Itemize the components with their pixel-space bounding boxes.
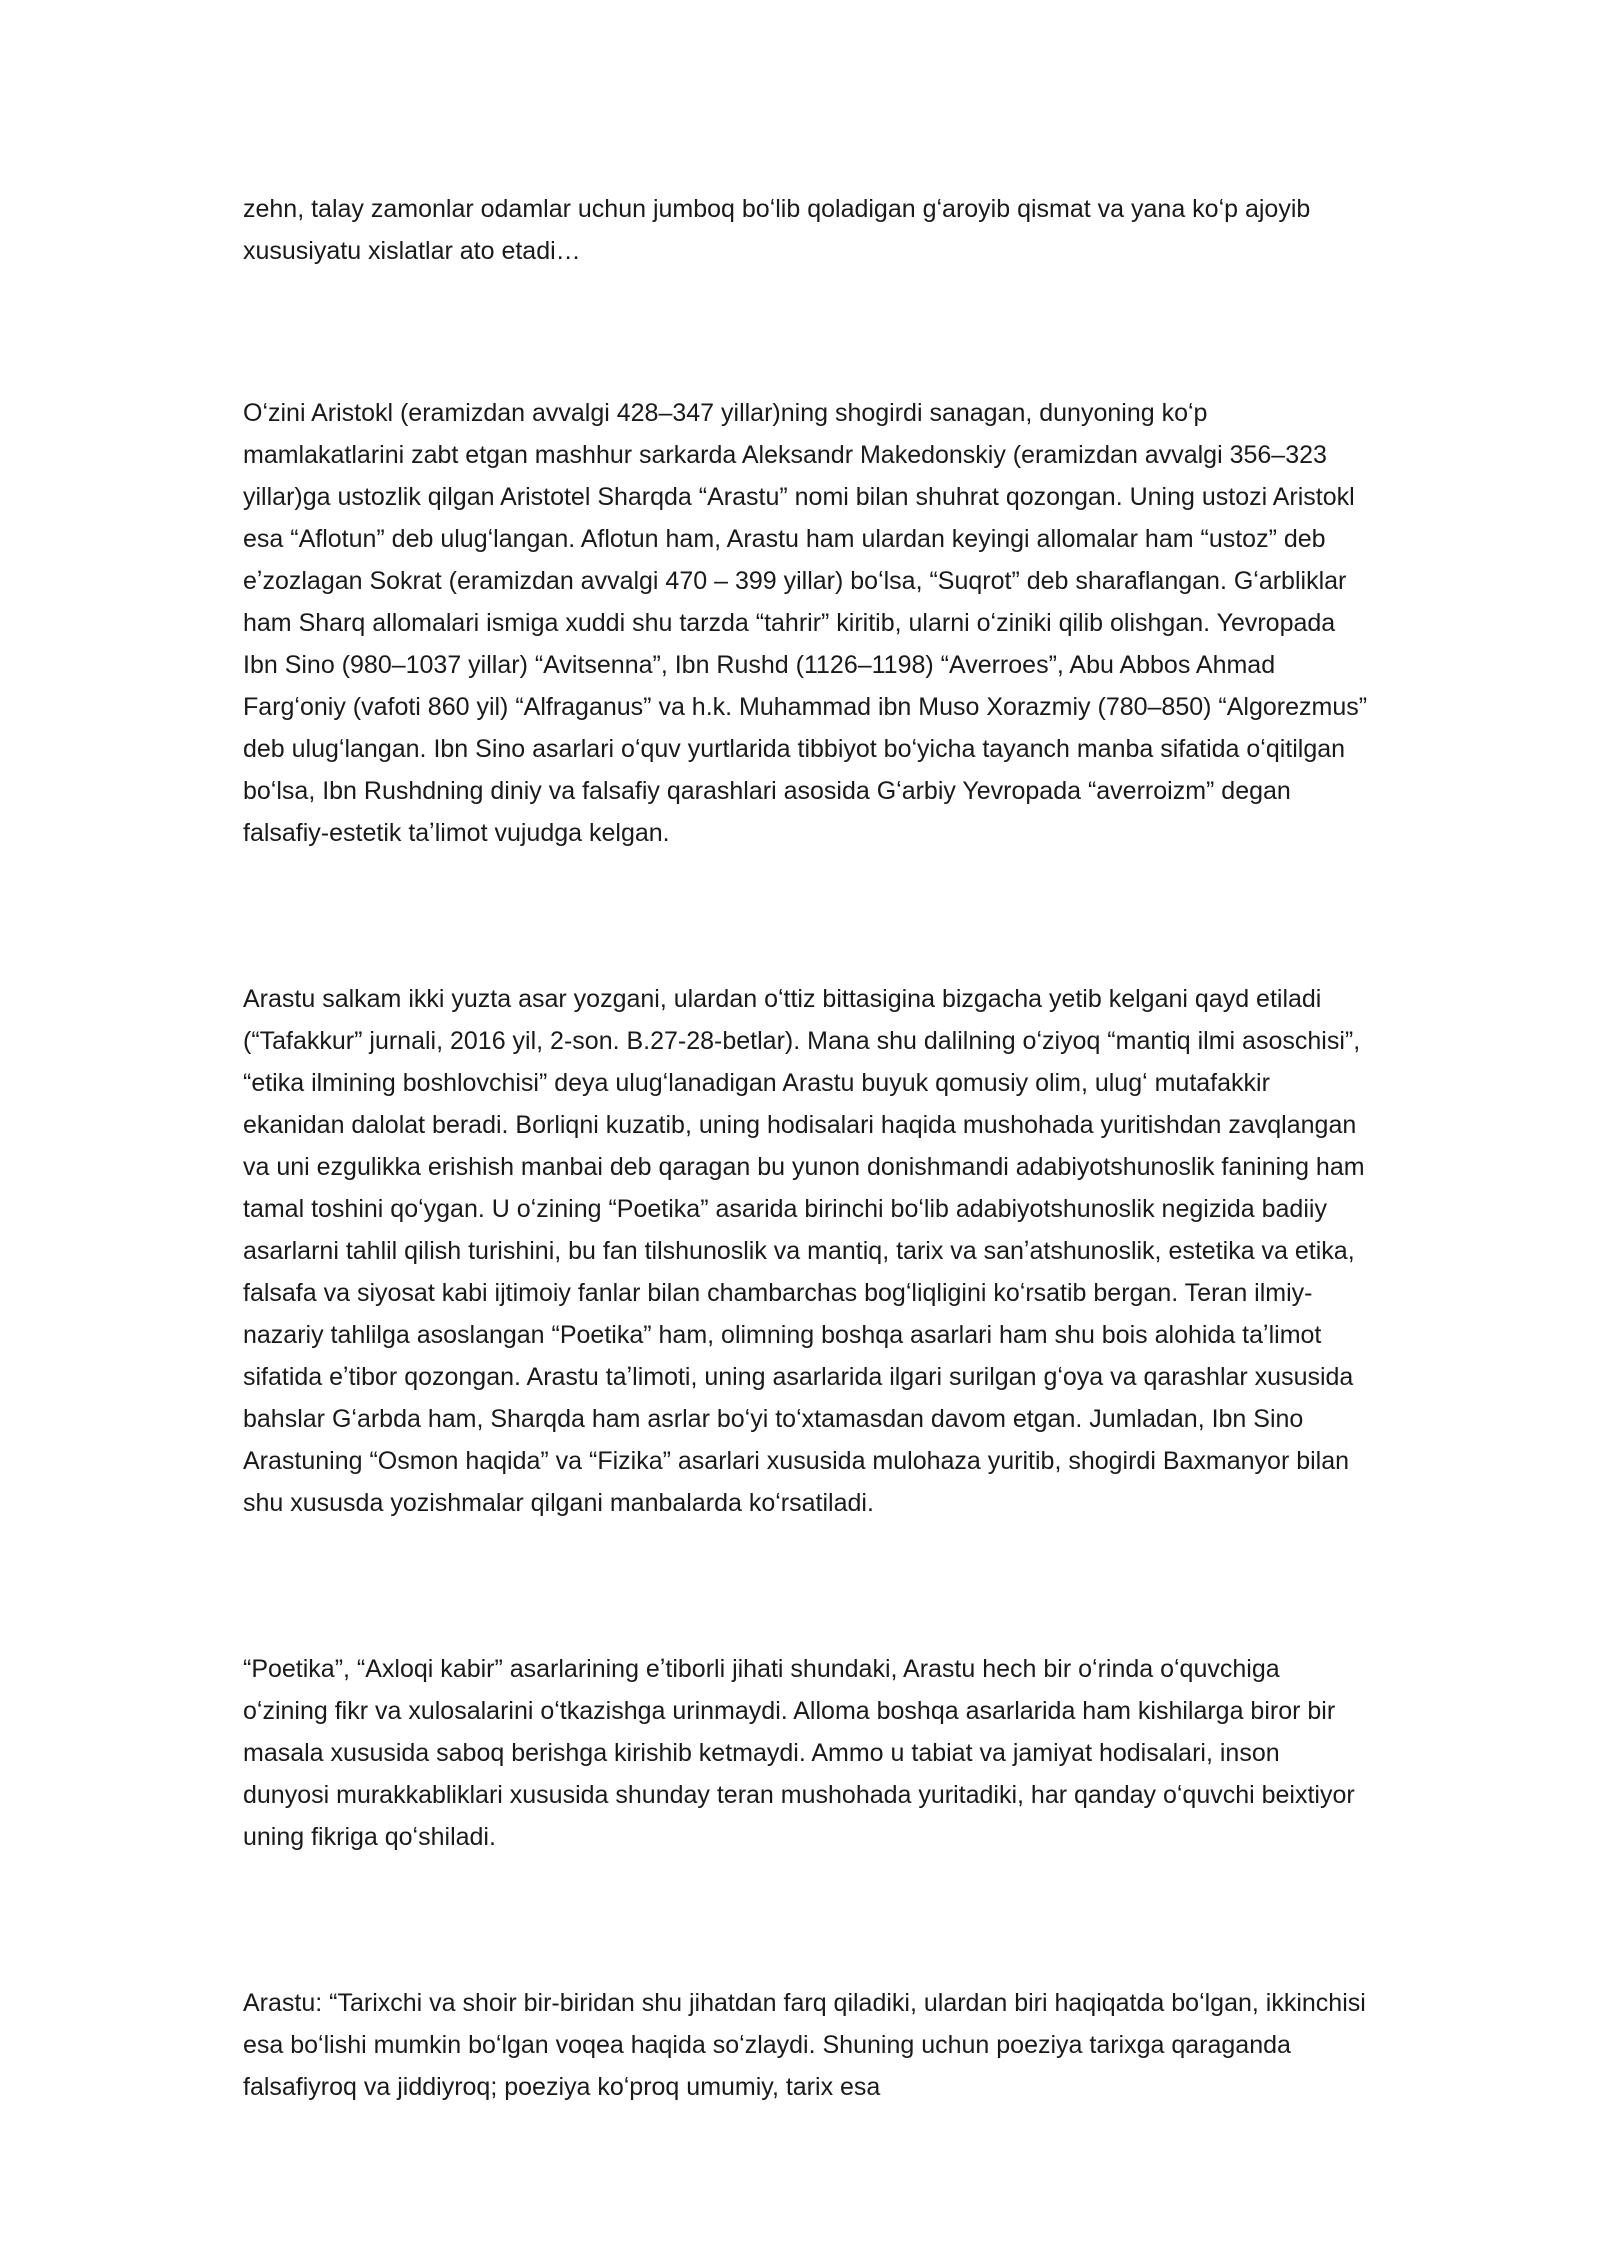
document-body <box>243 188 1368 2108</box>
paragraph-2: Oʻzini Aristokl (eramizdan avvalgi 428–347 yillar)ning shogirdi sanagan, dunyoning koʻp mamlakatlarini zabt etgan mashhur sarkarda Aleksandr Makedonskiy (eramizdan avvalgi 356–323 yillar)ga ustozlik qilgan Aristotel Sharqda “Arastu” nomi bilan shuhrat qozongan. Uning ustozi Aristokl esa “Aflotun” deb ulugʻlangan. Aflotun ham, Arastu ham ulardan keyingi allomalar ham “ustoz” deb eʼzozlagan Sokrat (eramizdan avvalgi 470 – 399 yillar) boʻlsa, “Suqrot” deb sharaflangan. Gʻarbliklar ham Sharq allomalari ismiga xuddi shu tarzda “tahrir” kiritib, ularni oʻziniki qilib olishgan. Yevropada Ibn Sino (980–1037 yillar) “Avitsenna”, Ibn Rushd (1126–1198) “Averroes”, Abu Abbos Ahmad Fargʻoniy (vafoti 860 yil) “Alfraganus” va h.k. Muhammad ibn Muso Xorazmiy (780–850) “Algorezmus” deb ulugʻlangan. Ibn Sino asarlari oʻquv yurtlarida tibbiyot boʻyicha tayanch manba sifatida oʻqitilgan boʻlsa, Ibn Rushdning diniy va falsafiy qarashlari asosida Gʻarbiy Yevropada “averroizm” degan falsafiy-estetik taʼlimot vujudga kelgan. <box>243 399 1368 847</box>
paragraph-5: Arastu: “Tarixchi va shoir bir-biridan shu jihatdan farq qiladiki, ulardan biri haqiqatda boʻlgan, ikkinchisi esa boʻlishi mumkin boʻlgan voqea haqida soʻzlaydi. Shuning uchun poeziya tarixga qaraganda falsafiyroq va jiddiyroq; poeziya koʻproq umumiy, tarix esa <box>243 1989 1366 2101</box>
paragraph-4: “Poetika”, “Axloqi kabir” asarlarining eʼtiborli jihati shundaki, Arastu hech bir oʻrinda oʻquvchiga oʻzining fikr va xulosalarini oʻtkazishga urinmaydi. Alloma boshqa asarlarida ham kishilarga biror bir masala xususida saboq berishga kirishib ketmaydi. Ammo u tabiat va jamiyat hodisalari, inson dunyosi murakkabliklari xususida shunday teran mushohada yuritadiki, har qanday oʻquvchi beixtiyor uning fikriga qoʻshiladi. <box>243 1655 1355 1851</box>
paragraph-1: zehn, talay zamonlar odamlar uchun jumboq boʻlib qoladigan gʻaroyib qismat va yana koʻp ajoyib xususiyatu xislatlar ato etadi… <box>243 195 1311 265</box>
paragraph-3: Arastu salkam ikki yuzta asar yozgani, ulardan oʻttiz bittasigina bizgacha yetib kelgani qayd etiladi (“Tafakkur” jurnali, 2016 yil, 2-son. B.27-28-betlar). Mana shu dalilning oʻziyoq “mantiq ilmi asoschisi”, “etika ilmining boshlovchisi” deya ulugʻlanadigan Arastu buyuk qomusiy olim, ulugʻ mutafakkir ekanidan dalolat beradi. Borliqni kuzatib, uning hodisalari haqida mushohada yuritishdan zavqlangan va uni ezgulikka erishish manbai deb qaragan bu yunon donishmandi adabiyotshunoslik fanining ham tamal toshini qoʻygan. U oʻzining “Poetika” asarida birinchi boʻlib adabiyotshunoslik negizida badiiy asarlarni tahlil qilish turishini, bu fan tilshunoslik va mantiq, tarix va sanʼatshunoslik, estetika va etika, falsafa va siyosat kabi ijtimoiy fanlar bilan chambarchas bogʻliqligini koʻrsatib bergan. Teran ilmiy-nazariy tahlilga asoslangan “Poetika” ham, olimning boshqa asarlari ham shu bois alohida taʼlimot sifatida eʼtibor qozongan. Arastu taʼlimoti, uning asarlarida ilgari surilgan gʻoya va qarashlar xususida bahslar Gʻarbda ham, Sharqda ham asrlar boʻyi toʻxtamasdan davom etgan. Jumladan, Ibn Sino Arastuning “Osmon haqida” va “Fizika” asarlari xususida mulohaza yuritib, shogirdi Baxmanyor bilan shu xususda yozishmalar qilgani manbalarda koʻrsatiladi. <box>243 985 1365 1517</box>
